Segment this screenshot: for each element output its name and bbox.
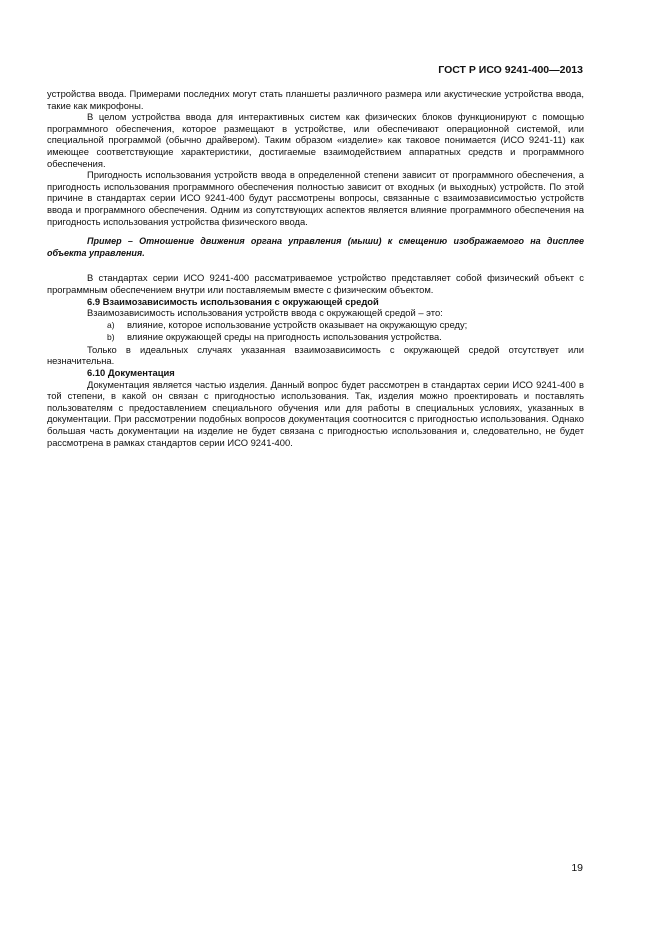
paragraph: Только в идеальных случаях указанная взаимозависимость с окружающей средой отсутствует или незначительна. (47, 343, 584, 367)
document-body (47, 88, 584, 448)
document-header: ГОСТ Р ИСО 9241-400—2013 (438, 64, 583, 76)
paragraph: Взаимозависимость использования устройств ввода с окружающей средой – это: (87, 307, 443, 319)
list-item-text: влияние окружающей среды на пригодность использования устройства. (127, 331, 442, 343)
list-item (47, 331, 584, 344)
list-item-text: влияние, которое использование устройств оказывает на окружающую среду; (127, 318, 468, 330)
page-number: 19 (571, 862, 583, 874)
paragraph: Документация является частью изделия. Данный вопрос будет рассмотрен в стандартах серии ИСО 9241-400 в той степени, в какой он связан с пригодностью использования. Так, изделия можно проектировать и поставлять пользователям с предоставлением специального обучения или для работы в специальных условиях, указанных в документации. При рассмотрении подобных вопросов документация соотносится с пригодностью использования. Однако большая часть документации на изделие не будет связана с пригодностью использования и, следовательно, не будет рассмотрена в рамках стандартов серии ИСО 9241-400. (47, 378, 584, 448)
section-heading-6-10: 6.10 Документация (87, 367, 175, 379)
paragraph: устройства ввода. Примерами последних могут стать планшеты различного размера или акустические устройства ввода, такие как микрофоны. (47, 88, 584, 111)
paragraph: Пригодность использования устройств ввода в определенной степени зависит от программного обеспечения, а пригодность использования программного обеспечения полностью зависит от входных (и выходных) устройств. По этой причине в стандартах серии ИСО 9241-400 будут рассмотрены вопросы, связанные с взаимозависимостью устройств ввода и программного обеспечения. Одним из сопутствующих аспектов является влияние программного обеспечения на пригодность использования устройства физического ввода. (47, 169, 584, 227)
example-note: Пример – Отношение движения органа управления (мыши) к смещению изображаемого на дисплее объекта управления. (47, 236, 584, 258)
section-heading-6-9: 6.9 Взаимозависимость использования с окружающей средой (87, 295, 379, 307)
list-marker: b) (107, 332, 115, 343)
list-marker: a) (107, 319, 115, 330)
list-item (47, 319, 584, 332)
paragraph: В стандартах серии ИСО 9241-400 рассматриваемое устройство представляет собой физический объект с программным обеспечением внутри или поставляемым вместе с физическим объектом. (47, 272, 584, 295)
paragraph: В целом устройства ввода для интерактивных систем как физических блоков функционируют с помощью программного обеспечения, которое размещают в устройстве, или обеспечивают операционной системой, или специальной программой (обычно драйвером). Таким образом «изделие» как таковое понимается (ИСО 9241-11) как имеющее соответствующие характеристики, достигаемые взаимодействием аппаратных средств и программного обеспечения. (47, 111, 584, 169)
